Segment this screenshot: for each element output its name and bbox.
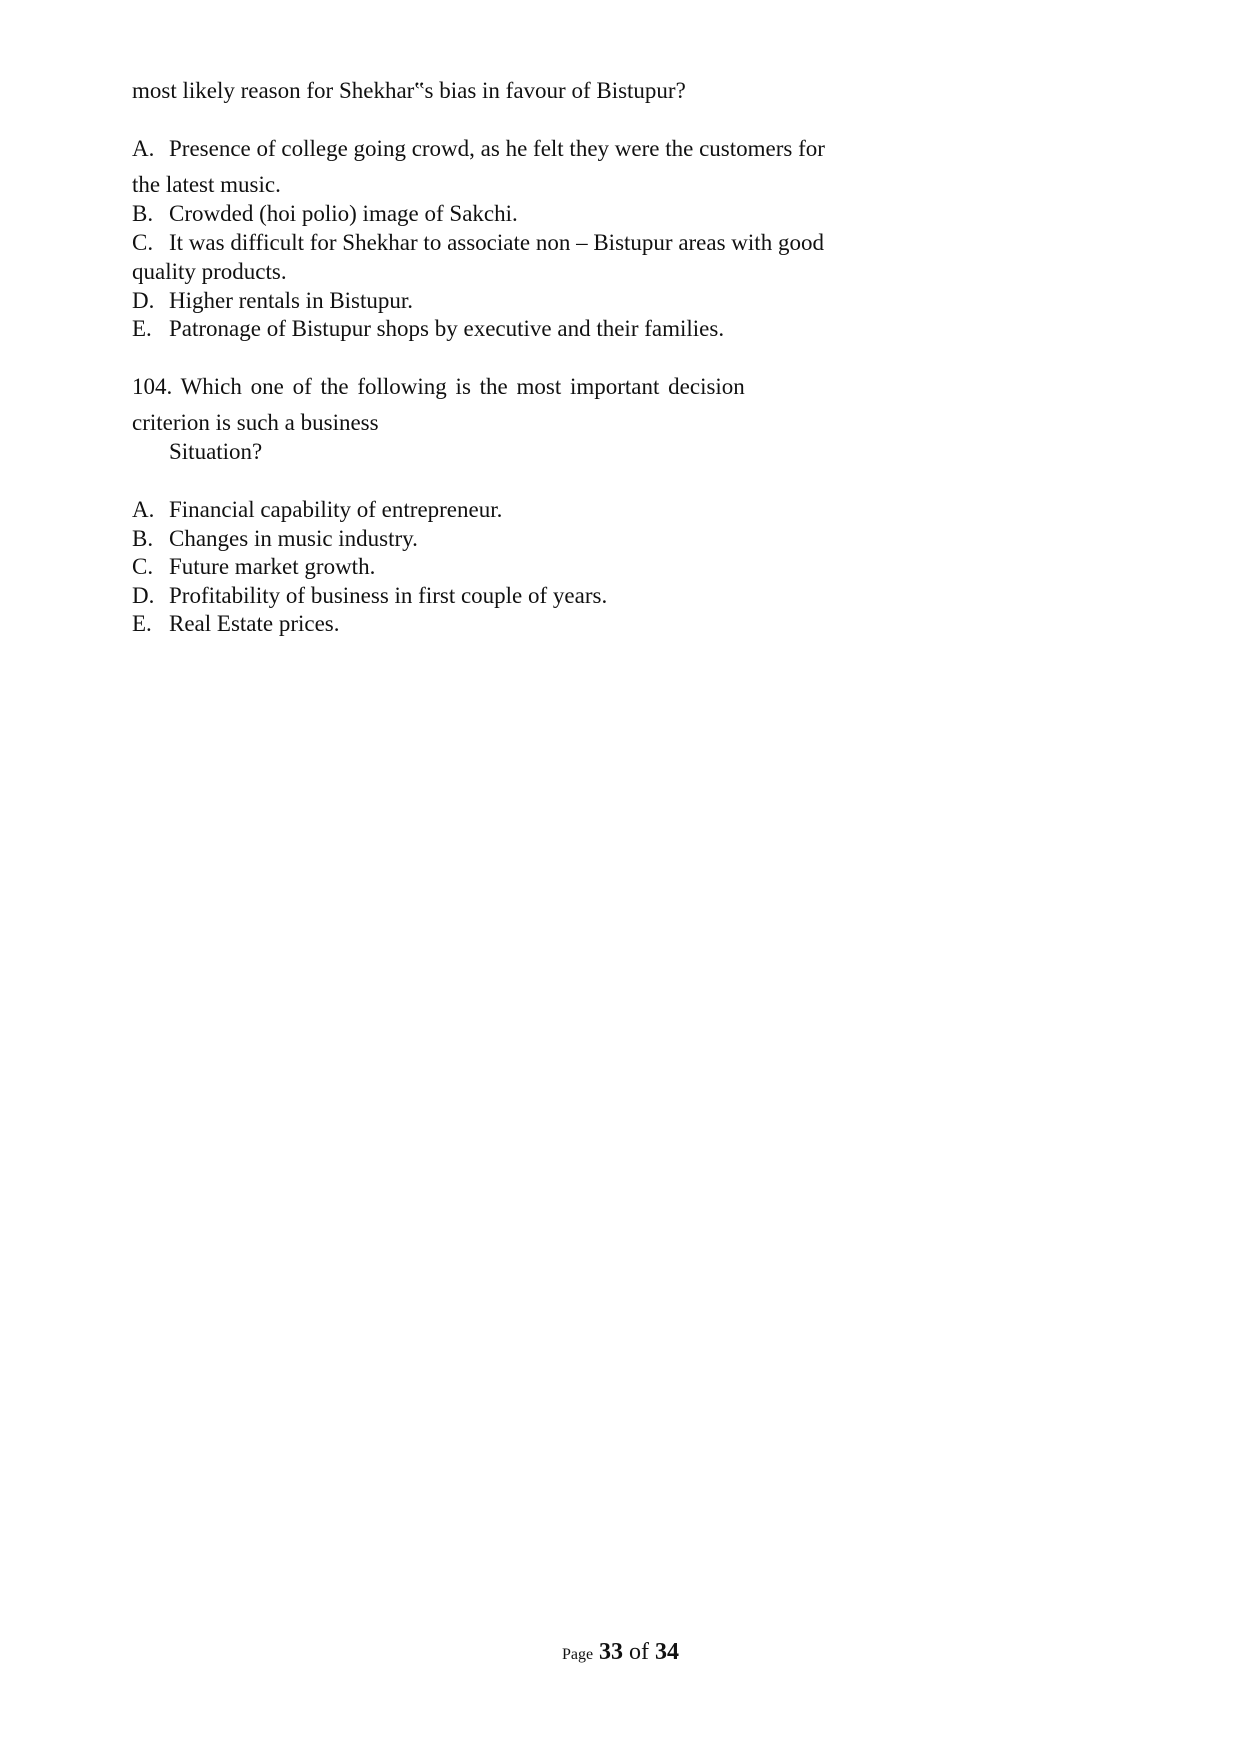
question-104-line1: 104. Which one of the following is the most important decision: [132, 374, 745, 399]
option-letter: C.: [132, 230, 154, 255]
prev-option-c: [132, 229, 824, 257]
option-text: Real Estate prices.: [169, 611, 340, 636]
prev-question-tail: most likely reason for Shekhar‟s bias in favour of Bistupur?: [132, 78, 686, 103]
question-104-line3: Situation?: [169, 439, 263, 464]
current-page-number: 33: [599, 1639, 624, 1665]
prev-option-a-continuation: the latest music.: [132, 172, 281, 197]
option-letter: B.: [132, 526, 154, 551]
page-label: Page: [561, 1646, 594, 1663]
q104-option-e: [132, 610, 340, 638]
option-letter: E.: [132, 611, 152, 636]
option-text: Financial capability of entrepreneur.: [169, 497, 503, 522]
page-number-footer: [0, 1637, 1241, 1670]
option-text: Presence of college going crowd, as he felt they were the customers for: [169, 136, 825, 161]
option-text: Future market growth.: [169, 554, 376, 579]
option-text: Profitability of business in first couple of years.: [169, 583, 608, 608]
prev-option-c-continuation: quality products.: [132, 259, 287, 284]
option-letter: A.: [132, 497, 155, 522]
option-text: Patronage of Bistupur shops by executive and their families.: [169, 316, 725, 341]
prev-option-e: [132, 315, 724, 343]
option-text: Higher rentals in Bistupur.: [169, 288, 414, 313]
q104-option-d: [132, 582, 607, 610]
option-letter: B.: [132, 201, 154, 226]
option-letter: A.: [132, 136, 155, 161]
option-letter: D.: [132, 288, 155, 313]
prev-option-d: [132, 287, 413, 315]
q104-option-c: [132, 553, 375, 581]
option-letter: E.: [132, 316, 152, 341]
option-letter: C.: [132, 554, 154, 579]
page-of-label: of: [629, 1639, 650, 1665]
total-page-count: 34: [655, 1639, 680, 1665]
q104-option-b: [132, 525, 418, 553]
option-text: Changes in music industry.: [169, 526, 418, 551]
q104-option-a: [132, 496, 502, 524]
prev-option-b: [132, 200, 518, 228]
option-text: It was difficult for Shekhar to associate non – Bistupur areas with good: [169, 230, 824, 255]
question-104-line2: criterion is such a business: [132, 410, 379, 435]
prev-option-a: [132, 135, 825, 163]
option-text: Crowded (hoi polio) image of Sakchi.: [169, 201, 518, 226]
option-letter: D.: [132, 583, 155, 608]
